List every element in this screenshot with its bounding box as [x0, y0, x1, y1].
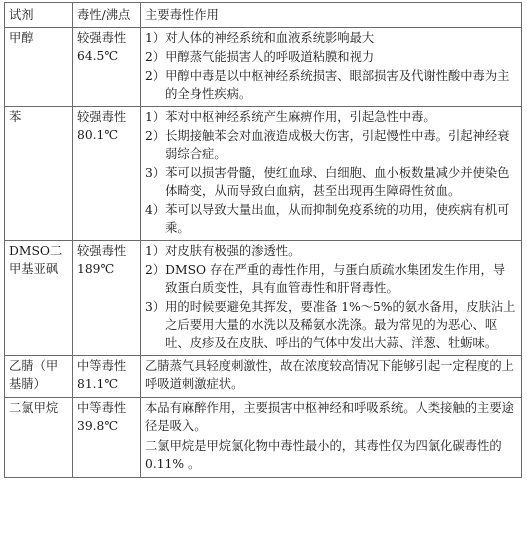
toxicity-cell	[73, 356, 141, 398]
table-row	[5, 28, 522, 107]
toxicity-level: 较强毒性	[77, 31, 127, 45]
toxicity-level: 中等毒性	[77, 401, 127, 415]
effect-item	[145, 164, 517, 200]
reagent-cell	[5, 28, 73, 107]
reagent-cell	[5, 241, 73, 356]
effect-number: 3）	[145, 300, 166, 314]
reagent-name: 苯	[9, 110, 22, 124]
effect-item	[145, 261, 517, 297]
boiling-point: 80.1℃	[77, 128, 119, 142]
effect-number: 3）	[145, 166, 166, 180]
effect-item	[145, 437, 517, 473]
table-row	[5, 398, 522, 478]
effect-item	[145, 357, 517, 393]
toxicity-level: 较强毒性	[77, 244, 127, 258]
boiling-point: 64.5℃	[77, 49, 119, 63]
boiling-point: 81.1℃	[77, 377, 119, 391]
reagent-name: DMSO二甲基亚砜	[9, 244, 63, 276]
effect-item	[145, 29, 517, 47]
effect-text: 乙腈蒸气具轻度刺激性，故在浓度较高情况下能够引起一定程度的上呼吸道刺激症状。	[145, 359, 514, 391]
effects-cell	[141, 356, 522, 398]
effect-text: 苯可以导致大量出血，从而抑制免疫系统的功用，使疾病有机可乘。	[165, 203, 510, 235]
table-header	[5, 3, 522, 28]
effect-item	[145, 48, 517, 66]
effect-text: DMSO 存在严重的毒性作用，与蛋白质疏水集团发生作用，导致蛋白质变性，具有血管毒性和肝肾毒性。	[165, 263, 506, 295]
effect-number: 2）	[145, 263, 166, 277]
effect-text: 本品有麻醉作用，主要损害中枢神经和呼吸系统。人类接触的主要途径是吸入。	[145, 401, 514, 433]
effect-number: 4）	[145, 203, 166, 217]
reagent-name: 乙腈（甲基腈）	[9, 359, 59, 391]
reagent-name: 二氯甲烷	[9, 401, 59, 415]
header-main-toxic-effects: 主要毒性作用	[141, 3, 522, 28]
table-body	[5, 28, 522, 478]
toxicity-table	[4, 2, 522, 478]
effect-number: 2）	[145, 50, 166, 64]
effect-text: 苯对中枢神经系统产生麻痹作用，引起急性中毒。	[165, 110, 436, 124]
effect-text: 用的时候要避免其挥发，要准备 1%～5%的氨水备用，皮肤沾上之后要用大量的水洗以及稀氨水洗涤。最为常见的为恶心、呕吐、皮疹及在皮肤、呼出的气体中发出大蒜、洋葱、牡蛎味。	[165, 300, 516, 350]
effect-text: 甲醇中毒是以中枢神经系统损害、眼部损害及代谢性酸中毒为主的全身性疾病。	[165, 69, 510, 101]
effect-text: 甲醇蒸气能损害人的呼吸道粘膜和视力	[165, 50, 375, 64]
reagent-cell	[5, 107, 73, 241]
effect-number: 1）	[145, 31, 166, 45]
effect-text: 对人体的神经系统和血液系统影响最大	[165, 31, 375, 45]
effect-item	[145, 298, 517, 352]
toxicity-level: 较强毒性	[77, 110, 127, 124]
reagent-name: 甲醇	[9, 31, 34, 45]
effect-number: 1）	[145, 110, 166, 124]
effect-item	[145, 67, 517, 103]
effect-text: 长期接触苯会对血液造成极大伤害，引起慢性中毒。引起神经衰弱综合症。	[165, 129, 510, 161]
effect-text: 二氯甲烷是甲烷氯化物中毒性最小的，其毒性仅为四氯化碳毒性的 0.11% 。	[145, 439, 502, 471]
table-row	[5, 107, 522, 241]
effect-item	[145, 399, 517, 435]
effect-item	[145, 242, 517, 260]
effect-text: 对皮肤有极强的渗透性。	[165, 244, 301, 258]
effect-text: 苯可以损害骨髓，使红血球、白细胞、血小板数量减少并使染色体畸变，从而导致白血病，甚至出现再生障碍性贫血。	[165, 166, 510, 198]
toxicity-cell	[73, 107, 141, 241]
boiling-point: 39.8℃	[77, 419, 119, 433]
effects-cell	[141, 241, 522, 356]
header-toxicity-boiling-point: 毒性/沸点	[73, 3, 141, 28]
effect-item	[145, 108, 517, 126]
toxicity-cell	[73, 241, 141, 356]
toxicity-cell	[73, 398, 141, 478]
boiling-point: 189℃	[77, 262, 115, 276]
table-row	[5, 241, 522, 356]
effect-number: 1）	[145, 244, 166, 258]
effect-item	[145, 127, 517, 163]
header-row	[5, 3, 522, 28]
effect-number: 2）	[145, 129, 166, 143]
reagent-cell	[5, 398, 73, 478]
toxicity-level: 中等毒性	[77, 359, 127, 373]
effects-cell	[141, 398, 522, 478]
effect-number: 2）	[145, 69, 166, 83]
effect-item	[145, 201, 517, 237]
table-row	[5, 356, 522, 398]
reagent-cell	[5, 356, 73, 398]
effects-cell	[141, 28, 522, 107]
toxicity-cell	[73, 28, 141, 107]
effects-cell	[141, 107, 522, 241]
header-reagent: 试剂	[5, 3, 73, 28]
